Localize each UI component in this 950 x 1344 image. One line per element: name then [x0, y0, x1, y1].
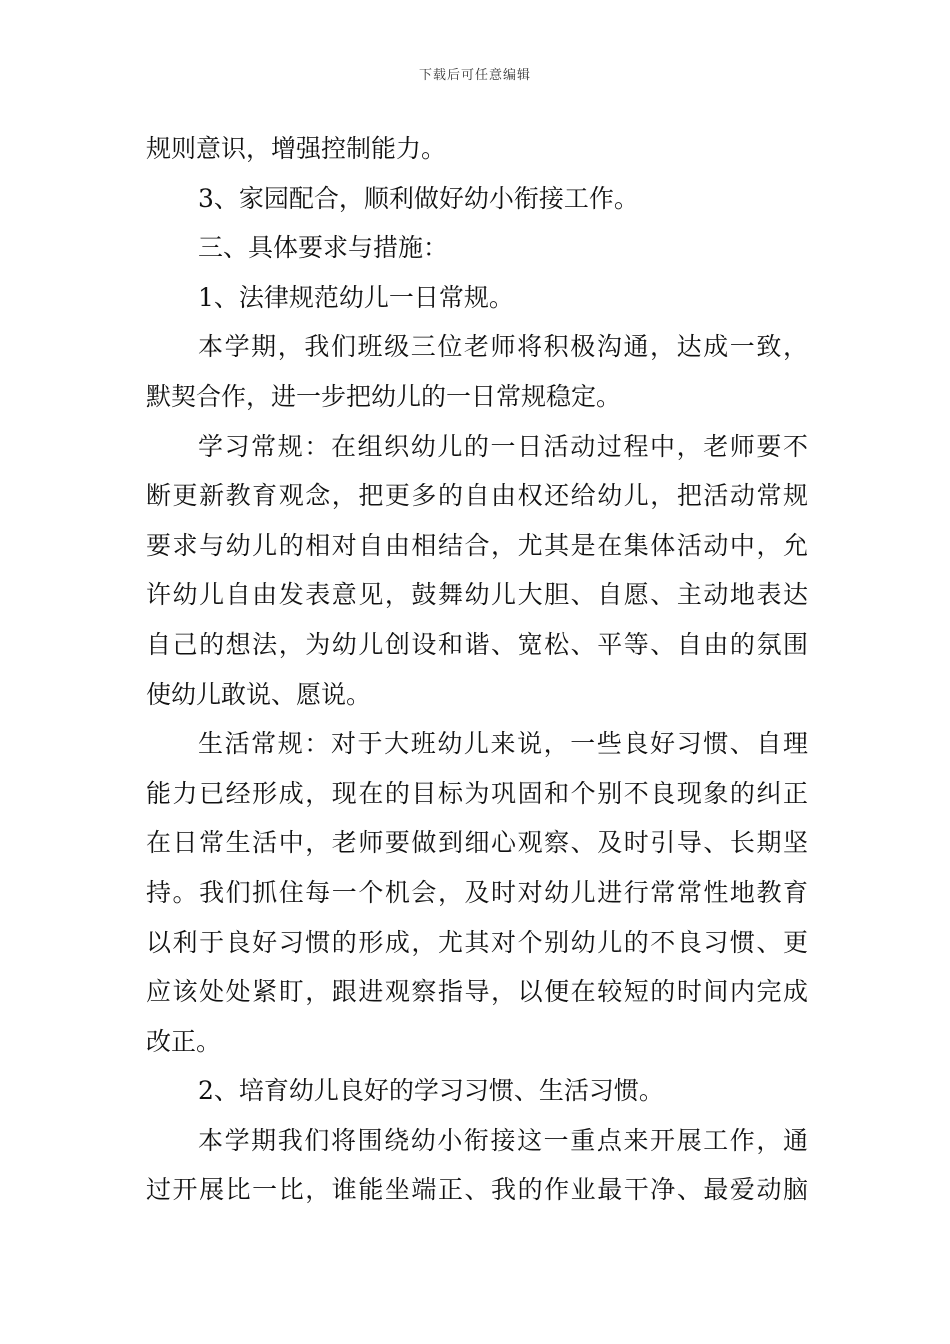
- text-line: 生活常规：对于大班幼儿来说，一些良好习惯、自理: [198, 729, 808, 759]
- text-line: 本学期，我们班级三位老师将积极沟通，达成一致，: [198, 332, 808, 362]
- text-line: 1、法律规范幼儿一日常规。: [198, 282, 514, 312]
- text-line: 本学期我们将围绕幼小衔接这一重点来开展工作，通: [198, 1125, 808, 1155]
- text-line: 过开展比一比，谁能坐端正、我的作业最干净、最爱动脑: [146, 1175, 808, 1205]
- text-line: 以利于良好习惯的形成，尤其对个别幼儿的不良习惯、更: [146, 927, 808, 957]
- text-line: 应该处处紧盯，跟进观察指导，以便在较短的时间内完成: [146, 977, 808, 1007]
- page-header: 下载后可任意编辑: [418, 68, 531, 83]
- text-line: 规则意识，增强控制能力。: [146, 134, 447, 163]
- text-line: 使幼儿敢说、愿说。: [146, 679, 372, 709]
- text-line: 持。我们抓住每一个机会，及时对幼儿进行常常性地教育: [146, 877, 808, 907]
- text-line: 三、具体要求与措施：: [198, 233, 449, 263]
- text-line: 学习常规：在组织幼儿的一日活动过程中，老师要不: [198, 431, 808, 461]
- document-body: [146, 124, 808, 1215]
- text-line: 3、家园配合，顺利做好幼小衔接工作。: [198, 183, 639, 213]
- text-line: 能力已经形成，现在的目标为巩固和个别不良现象的纠正: [146, 778, 808, 808]
- text-line: 在日常生活中，老师要做到细心观察、及时引导、长期坚: [146, 828, 808, 858]
- text-line: 改正。: [146, 1026, 222, 1056]
- text-line: 断更新教育观念，把更多的自由权还给幼儿，把活动常规: [146, 481, 808, 511]
- text-line: 2、培育幼儿良好的学习习惯、生活习惯。: [198, 1076, 664, 1106]
- text-line: 自己的想法，为幼儿创设和谐、宽松、平等、自由的氛围: [146, 629, 808, 659]
- text-line: 许幼儿自由发表意见，鼓舞幼儿大胆、自愿、主动地表达: [146, 580, 808, 610]
- text-line: 默契合作，进一步把幼儿的一日常规稳定。: [146, 381, 622, 411]
- text-line: 要求与幼儿的相对自由相结合，尤其是在集体活动中，允: [146, 530, 808, 560]
